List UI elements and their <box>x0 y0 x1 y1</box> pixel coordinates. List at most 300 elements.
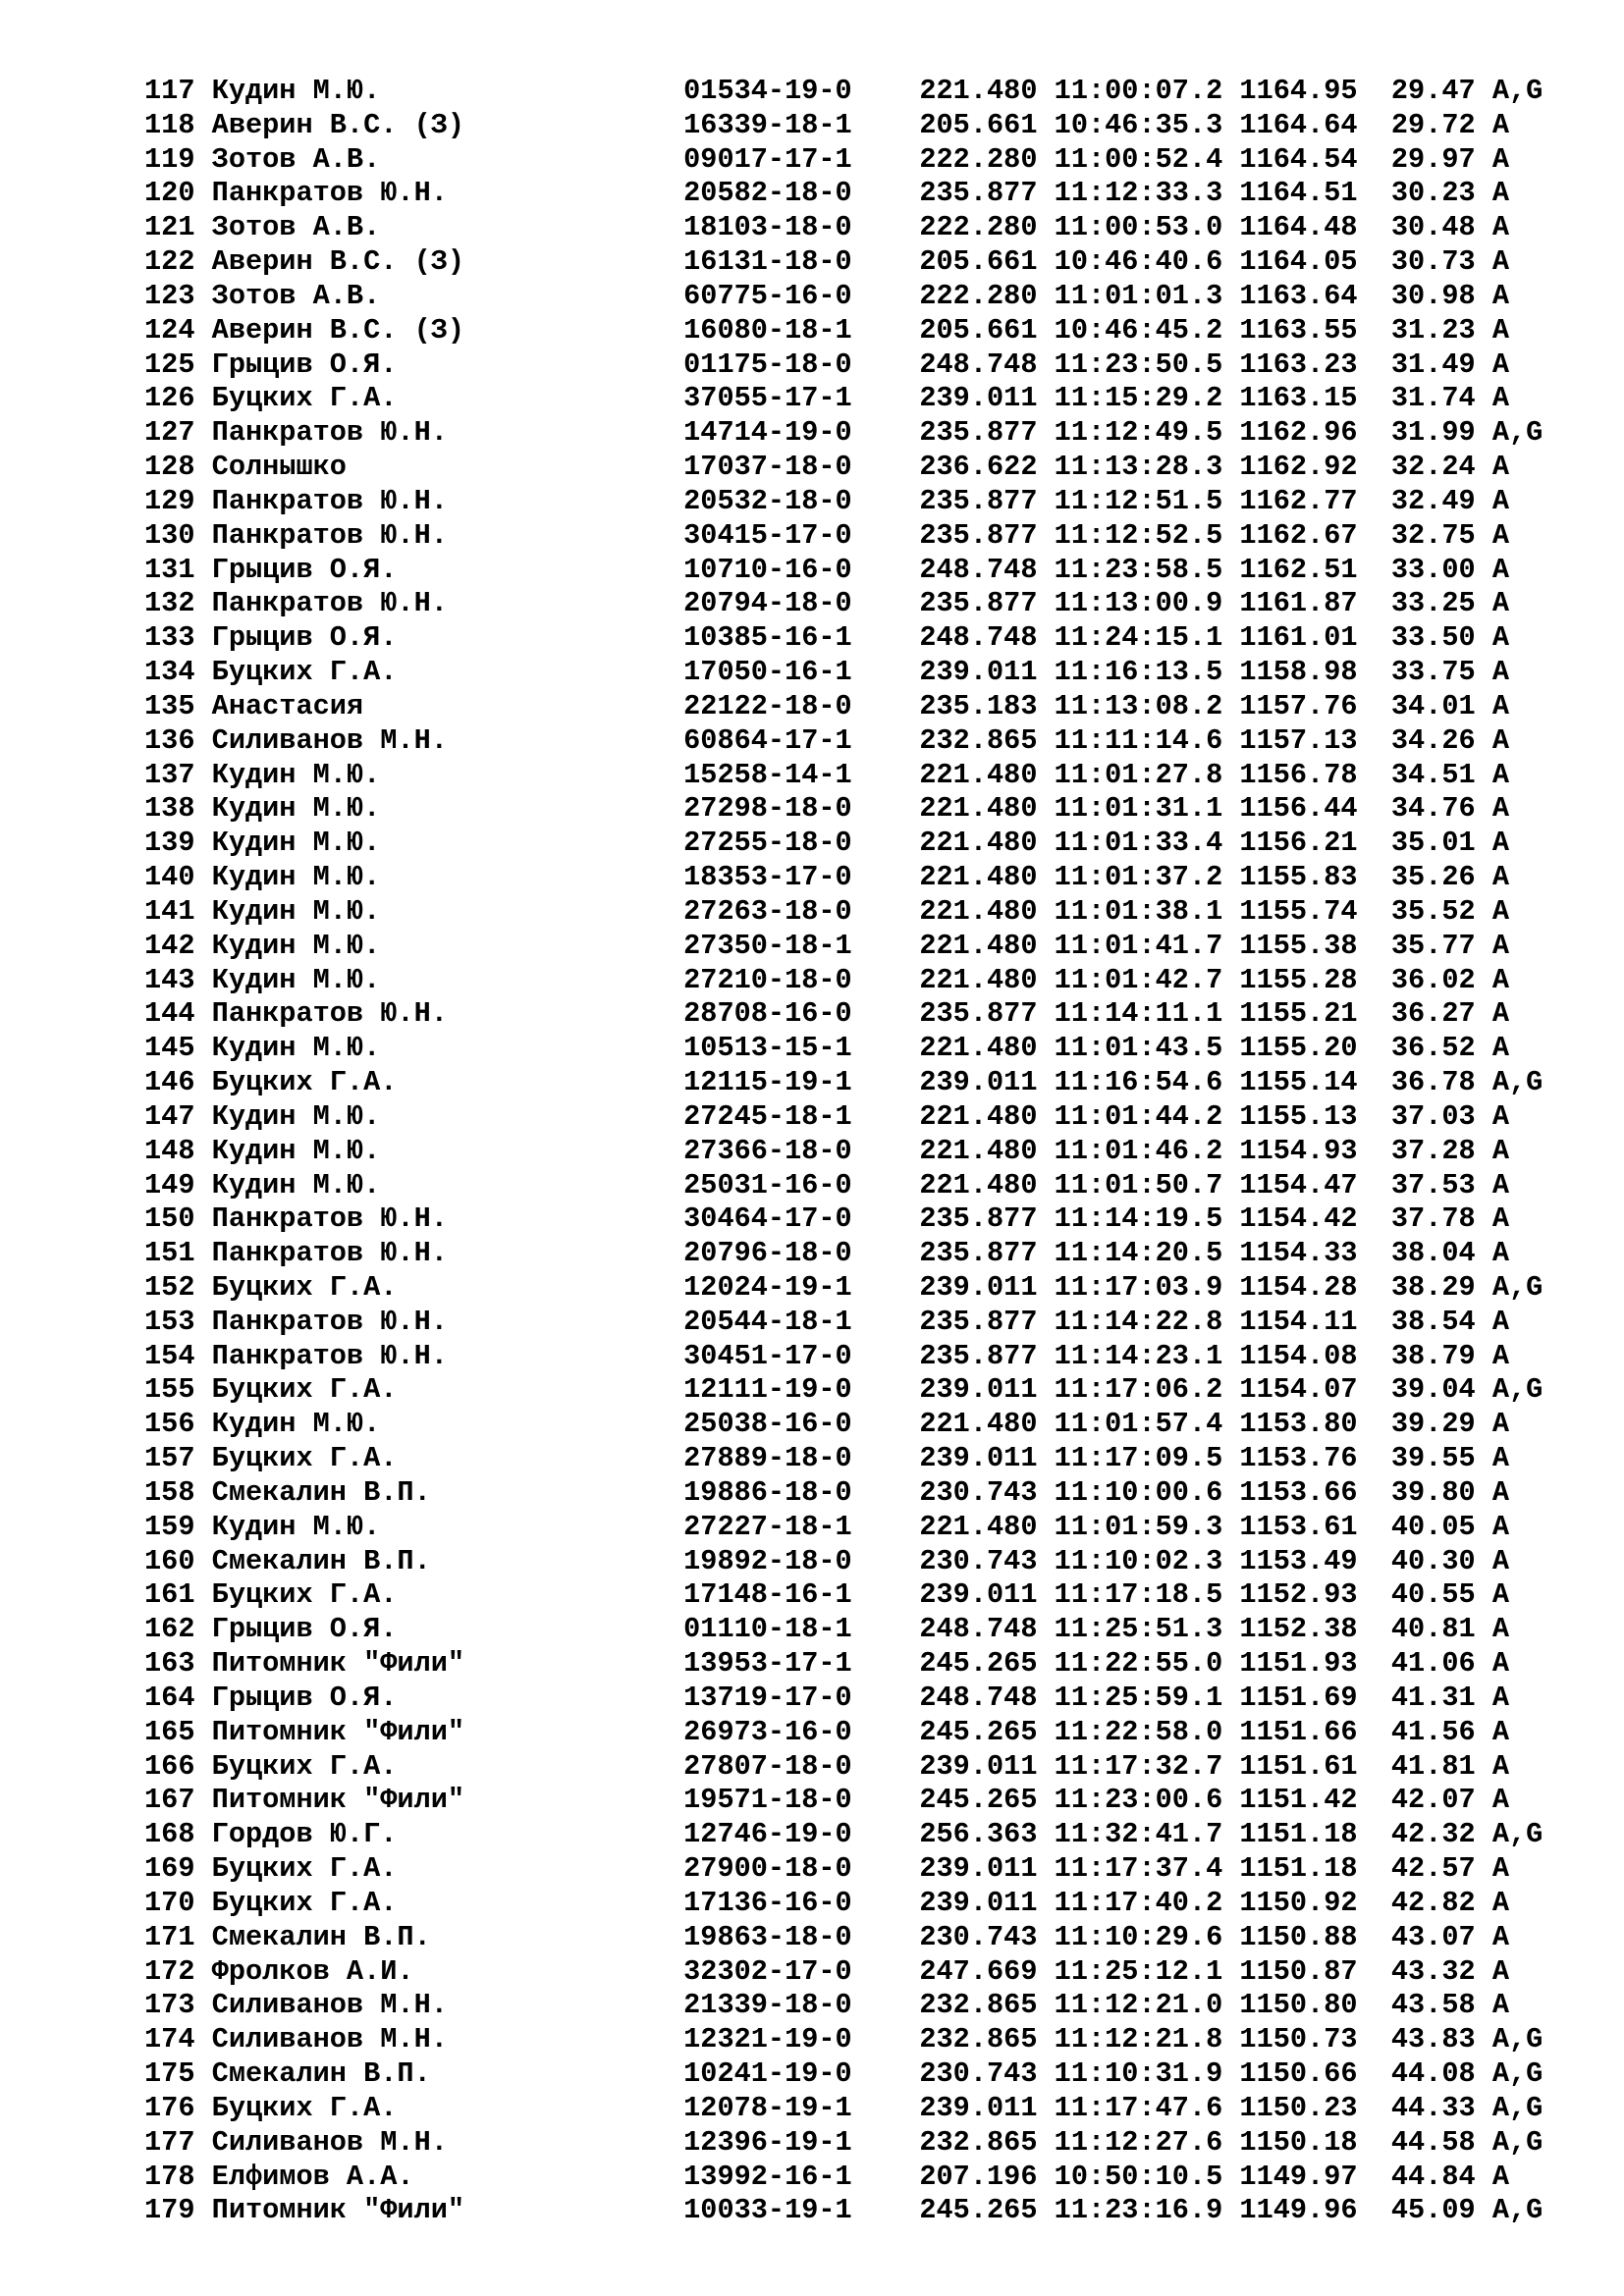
place-number: 127 <box>144 416 195 450</box>
coefficient: 42.82 <box>1390 1886 1476 1919</box>
place-number: 152 <box>144 1270 195 1304</box>
place-number: 143 <box>144 963 195 996</box>
arrival-time: 11:01:50.7 <box>1054 1168 1223 1201</box>
flags: A <box>1491 587 1510 620</box>
arrival-time: 11:17:18.5 <box>1054 1578 1223 1612</box>
result-row <box>144 1100 1543 1135</box>
speed: 1151.61 <box>1239 1749 1358 1783</box>
result-row <box>144 554 1543 588</box>
flags: A <box>1491 142 1510 176</box>
flags: A <box>1491 1032 1510 1065</box>
coefficient: 37.03 <box>1390 1099 1476 1133</box>
distance: 221.480 <box>919 1168 1038 1201</box>
ring-number: 19571-18-0 <box>683 1784 852 1817</box>
speed: 1162.67 <box>1239 518 1358 552</box>
ring-number: 27900-18-0 <box>683 1852 852 1886</box>
flags: A <box>1491 723 1510 757</box>
speed: 1154.07 <box>1239 1373 1358 1407</box>
distance: 221.480 <box>919 758 1038 791</box>
coefficient: 39.55 <box>1390 1442 1476 1475</box>
result-row <box>144 2057 1543 2092</box>
fancier-name: Силиванов М.Н. <box>211 2023 448 2056</box>
result-row <box>144 1135 1543 1169</box>
result-row <box>144 280 1543 314</box>
flags: A,G <box>1491 2125 1543 2159</box>
ring-number: 27210-18-0 <box>683 963 852 996</box>
speed: 1155.74 <box>1239 894 1358 928</box>
flags: A <box>1491 1954 1510 1988</box>
ring-number: 27889-18-0 <box>683 1442 852 1475</box>
flags: A,G <box>1491 2057 1543 2091</box>
ring-number: 19886-18-0 <box>683 1475 852 1509</box>
coefficient: 44.08 <box>1390 2057 1476 2091</box>
distance: 235.877 <box>919 1237 1038 1270</box>
distance: 245.265 <box>919 1784 1038 1817</box>
speed: 1153.49 <box>1239 1544 1358 1577</box>
fancier-name: Буцких Г.А. <box>211 1578 398 1612</box>
fancier-name: Питомник "Фили" <box>211 2194 465 2227</box>
fancier-name: Буцких Г.А. <box>211 382 398 415</box>
place-number: 140 <box>144 861 195 894</box>
distance: 239.011 <box>919 1749 1038 1783</box>
result-row <box>144 1852 1543 1887</box>
coefficient: 44.33 <box>1390 2091 1476 2124</box>
coefficient: 33.00 <box>1390 553 1476 586</box>
coefficient: 33.50 <box>1390 621 1476 655</box>
distance: 207.196 <box>919 2160 1038 2193</box>
arrival-time: 11:25:12.1 <box>1054 1954 1223 1988</box>
ring-number: 10513-15-1 <box>683 1032 852 1065</box>
fancier-name: Зотов А.В. <box>211 211 381 244</box>
arrival-time: 11:01:37.2 <box>1054 861 1223 894</box>
fancier-name: Зотов А.В. <box>211 279 381 312</box>
distance: 245.265 <box>919 1647 1038 1681</box>
flags: A <box>1491 347 1510 381</box>
arrival-time: 11:14:20.5 <box>1054 1237 1223 1270</box>
speed: 1150.92 <box>1239 1886 1358 1919</box>
ring-number: 12321-19-0 <box>683 2023 852 2056</box>
arrival-time: 11:13:28.3 <box>1054 451 1223 484</box>
place-number: 149 <box>144 1168 195 1201</box>
place-number: 164 <box>144 1681 195 1714</box>
result-row <box>144 1032 1543 1066</box>
coefficient: 31.74 <box>1390 382 1476 415</box>
ring-number: 12746-19-0 <box>683 1818 852 1851</box>
result-row <box>144 792 1543 827</box>
fancier-name: Зотов А.В. <box>211 142 381 176</box>
fancier-name: Кудин М.Ю. <box>211 758 381 791</box>
flags: A <box>1491 1099 1510 1133</box>
ring-number: 30415-17-0 <box>683 518 852 552</box>
arrival-time: 11:17:06.2 <box>1054 1373 1223 1407</box>
place-number: 179 <box>144 2194 195 2227</box>
fancier-name: Панкратов Ю.Н. <box>211 416 448 450</box>
result-row <box>144 1887 1543 1921</box>
coefficient: 40.30 <box>1390 1544 1476 1577</box>
arrival-time: 11:10:29.6 <box>1054 1920 1223 1953</box>
arrival-time: 11:17:47.6 <box>1054 2091 1223 2124</box>
speed: 1150.18 <box>1239 2125 1358 2159</box>
fancier-name: Аверин В.С. (З) <box>211 245 465 279</box>
result-row <box>144 1306 1543 1340</box>
flags: A <box>1491 1168 1510 1201</box>
coefficient: 37.78 <box>1390 1202 1476 1236</box>
arrival-time: 11:00:53.0 <box>1054 211 1223 244</box>
ring-number: 17037-18-0 <box>683 451 852 484</box>
coefficient: 32.49 <box>1390 484 1476 517</box>
coefficient: 34.76 <box>1390 792 1476 826</box>
ring-number: 20794-18-0 <box>683 587 852 620</box>
distance: 235.183 <box>919 689 1038 722</box>
speed: 1163.64 <box>1239 279 1358 312</box>
result-row <box>144 1784 1543 1818</box>
distance: 221.480 <box>919 929 1038 962</box>
distance: 248.748 <box>919 621 1038 655</box>
flags: A <box>1491 689 1510 722</box>
ring-number: 13719-17-0 <box>683 1681 852 1714</box>
fancier-name: Кудин М.Ю. <box>211 1510 381 1543</box>
coefficient: 31.49 <box>1390 347 1476 381</box>
coefficient: 44.58 <box>1390 2125 1476 2159</box>
speed: 1157.76 <box>1239 689 1358 722</box>
place-number: 147 <box>144 1099 195 1133</box>
fancier-name: Панкратов Ю.Н. <box>211 1237 448 1270</box>
ring-number: 12024-19-1 <box>683 1270 852 1304</box>
speed: 1150.80 <box>1239 1989 1358 2022</box>
speed: 1164.51 <box>1239 177 1358 210</box>
arrival-time: 10:46:40.6 <box>1054 245 1223 279</box>
place-number: 172 <box>144 1954 195 1988</box>
speed: 1154.93 <box>1239 1134 1358 1167</box>
flags: A <box>1491 963 1510 996</box>
arrival-time: 11:00:07.2 <box>1054 75 1223 107</box>
result-row <box>144 1613 1543 1647</box>
ring-number: 25038-16-0 <box>683 1408 852 1441</box>
result-row <box>144 348 1543 383</box>
arrival-time: 11:12:33.3 <box>1054 177 1223 210</box>
distance: 245.265 <box>919 2194 1038 2227</box>
flags: A <box>1491 827 1510 860</box>
ring-number: 27298-18-0 <box>683 792 852 826</box>
flags: A <box>1491 451 1510 484</box>
place-number: 171 <box>144 1920 195 1953</box>
fancier-name: Грыцив О.Я. <box>211 1613 398 1646</box>
arrival-time: 11:17:37.4 <box>1054 1852 1223 1886</box>
coefficient: 42.57 <box>1390 1852 1476 1886</box>
distance: 235.877 <box>919 484 1038 517</box>
arrival-time: 11:13:08.2 <box>1054 689 1223 722</box>
distance: 230.743 <box>919 1920 1038 1953</box>
result-row <box>144 1545 1543 1579</box>
distance: 236.622 <box>919 451 1038 484</box>
speed: 1151.66 <box>1239 1715 1358 1748</box>
coefficient: 29.72 <box>1390 108 1476 141</box>
arrival-time: 11:01:41.7 <box>1054 929 1223 962</box>
place-number: 155 <box>144 1373 195 1407</box>
ring-number: 01110-18-1 <box>683 1613 852 1646</box>
fancier-name: Кудин М.Ю. <box>211 861 381 894</box>
flags: A <box>1491 1339 1510 1372</box>
ring-number: 60775-16-0 <box>683 279 852 312</box>
fancier-name: Кудин М.Ю. <box>211 929 381 962</box>
fancier-name: Кудин М.Ю. <box>211 963 381 996</box>
ring-number: 16339-18-1 <box>683 108 852 141</box>
fancier-name: Кудин М.Ю. <box>211 1408 381 1441</box>
speed: 1155.83 <box>1239 861 1358 894</box>
flags: A <box>1491 1442 1510 1475</box>
place-number: 141 <box>144 894 195 928</box>
speed: 1162.51 <box>1239 553 1358 586</box>
speed: 1151.42 <box>1239 1784 1358 1817</box>
place-number: 167 <box>144 1784 195 1817</box>
flags: A,G <box>1491 1373 1543 1407</box>
result-row <box>144 416 1543 451</box>
distance: 256.363 <box>919 1818 1038 1851</box>
ring-number: 18103-18-0 <box>683 211 852 244</box>
flags: A <box>1491 1408 1510 1441</box>
ring-number: 30451-17-0 <box>683 1339 852 1372</box>
place-number: 132 <box>144 587 195 620</box>
result-row <box>144 1989 1543 2023</box>
flags: A <box>1491 1647 1510 1681</box>
distance: 232.865 <box>919 1989 1038 2022</box>
place-number: 154 <box>144 1339 195 1372</box>
speed: 1152.38 <box>1239 1613 1358 1646</box>
coefficient: 33.25 <box>1390 587 1476 620</box>
fancier-name: Панкратов Ю.Н. <box>211 997 448 1031</box>
flags: A,G <box>1491 1818 1543 1851</box>
coefficient: 35.52 <box>1390 894 1476 928</box>
place-number: 161 <box>144 1578 195 1612</box>
distance: 235.877 <box>919 416 1038 450</box>
arrival-time: 11:12:21.0 <box>1054 1989 1223 2022</box>
distance: 235.877 <box>919 1339 1038 1372</box>
speed: 1150.23 <box>1239 2091 1358 2124</box>
result-row <box>144 314 1543 348</box>
ring-number: 18353-17-0 <box>683 861 852 894</box>
place-number: 158 <box>144 1475 195 1509</box>
flags: A <box>1491 792 1510 826</box>
fancier-name: Кудин М.Ю. <box>211 792 381 826</box>
speed: 1161.87 <box>1239 587 1358 620</box>
ring-number: 25031-16-0 <box>683 1168 852 1201</box>
ring-number: 09017-17-1 <box>683 142 852 176</box>
arrival-time: 11:22:55.0 <box>1054 1647 1223 1681</box>
coefficient: 34.51 <box>1390 758 1476 791</box>
ring-number: 20796-18-0 <box>683 1237 852 1270</box>
flags: A <box>1491 1510 1510 1543</box>
fancier-name: Буцких Г.А. <box>211 1886 398 1919</box>
distance: 221.480 <box>919 894 1038 928</box>
coefficient: 35.77 <box>1390 929 1476 962</box>
fancier-name: Фролков А.И. <box>211 1954 414 1988</box>
distance: 232.865 <box>919 2023 1038 2056</box>
coefficient: 38.54 <box>1390 1305 1476 1338</box>
flags: A <box>1491 313 1510 347</box>
ring-number: 27807-18-0 <box>683 1749 852 1783</box>
coefficient: 32.24 <box>1390 451 1476 484</box>
fancier-name: Смекалин В.П. <box>211 1544 431 1577</box>
speed: 1154.42 <box>1239 1202 1358 1236</box>
flags: A,G <box>1491 2023 1543 2056</box>
ring-number: 10241-19-0 <box>683 2057 852 2091</box>
flags: A <box>1491 1613 1510 1646</box>
result-row <box>144 245 1543 280</box>
distance: 235.877 <box>919 518 1038 552</box>
coefficient: 45.09 <box>1390 2194 1476 2227</box>
place-number: 151 <box>144 1237 195 1270</box>
place-number: 153 <box>144 1305 195 1338</box>
arrival-time: 11:17:03.9 <box>1054 1270 1223 1304</box>
result-row <box>144 1476 1543 1511</box>
coefficient: 41.81 <box>1390 1749 1476 1783</box>
coefficient: 42.07 <box>1390 1784 1476 1817</box>
distance: 205.661 <box>919 108 1038 141</box>
place-number: 177 <box>144 2125 195 2159</box>
speed: 1164.95 <box>1239 75 1358 107</box>
result-row <box>144 861 1543 895</box>
speed: 1151.18 <box>1239 1818 1358 1851</box>
result-row <box>144 1271 1543 1306</box>
place-number: 134 <box>144 656 195 689</box>
flags: A <box>1491 621 1510 655</box>
distance: 205.661 <box>919 245 1038 279</box>
ring-number: 19892-18-0 <box>683 1544 852 1577</box>
distance: 230.743 <box>919 1544 1038 1577</box>
place-number: 126 <box>144 382 195 415</box>
ring-number: 17050-16-1 <box>683 656 852 689</box>
flags: A <box>1491 1886 1510 1919</box>
result-row <box>144 656 1543 690</box>
flags: A <box>1491 1134 1510 1167</box>
fancier-name: Буцких Г.А. <box>211 2091 398 2124</box>
fancier-name: Силиванов М.Н. <box>211 723 448 757</box>
speed: 1154.11 <box>1239 1305 1358 1338</box>
arrival-time: 11:10:00.6 <box>1054 1475 1223 1509</box>
fancier-name: Панкратов Ю.Н. <box>211 587 448 620</box>
speed: 1155.21 <box>1239 997 1358 1031</box>
ring-number: 17136-16-0 <box>683 1886 852 1919</box>
coefficient: 39.80 <box>1390 1475 1476 1509</box>
speed: 1156.21 <box>1239 827 1358 860</box>
result-row <box>144 587 1543 621</box>
place-number: 142 <box>144 929 195 962</box>
distance: 245.265 <box>919 1715 1038 1748</box>
coefficient: 38.04 <box>1390 1237 1476 1270</box>
ring-number: 20582-18-0 <box>683 177 852 210</box>
coefficient: 37.53 <box>1390 1168 1476 1201</box>
coefficient: 43.83 <box>1390 2023 1476 2056</box>
arrival-time: 11:11:14.6 <box>1054 723 1223 757</box>
ring-number: 13953-17-1 <box>683 1647 852 1681</box>
speed: 1153.76 <box>1239 1442 1358 1475</box>
distance: 239.011 <box>919 1886 1038 1919</box>
result-row <box>144 621 1543 656</box>
place-number: 178 <box>144 2160 195 2193</box>
speed: 1149.97 <box>1239 2160 1358 2193</box>
distance: 248.748 <box>919 1613 1038 1646</box>
place-number: 156 <box>144 1408 195 1441</box>
distance: 239.011 <box>919 1578 1038 1612</box>
flags: A,G <box>1491 1270 1543 1304</box>
ring-number: 12111-19-0 <box>683 1373 852 1407</box>
result-row <box>144 2126 1543 2161</box>
place-number: 118 <box>144 108 195 141</box>
speed: 1155.13 <box>1239 1099 1358 1133</box>
arrival-time: 11:16:54.6 <box>1054 1066 1223 1099</box>
result-row <box>144 1921 1543 1955</box>
distance: 222.280 <box>919 279 1038 312</box>
coefficient: 30.98 <box>1390 279 1476 312</box>
coefficient: 41.31 <box>1390 1681 1476 1714</box>
result-row <box>144 1647 1543 1682</box>
speed: 1164.64 <box>1239 108 1358 141</box>
place-number: 123 <box>144 279 195 312</box>
flags: A <box>1491 1852 1510 1886</box>
coefficient: 44.84 <box>1390 2160 1476 2193</box>
speed: 1155.20 <box>1239 1032 1358 1065</box>
speed: 1164.54 <box>1239 142 1358 176</box>
distance: 230.743 <box>919 2057 1038 2091</box>
speed: 1154.28 <box>1239 1270 1358 1304</box>
flags: A,G <box>1491 2091 1543 2124</box>
fancier-name: Аверин В.С. (З) <box>211 313 465 347</box>
fancier-name: Буцких Г.А. <box>211 1066 398 1099</box>
coefficient: 30.73 <box>1390 245 1476 279</box>
flags: A <box>1491 484 1510 517</box>
coefficient: 30.48 <box>1390 211 1476 244</box>
ring-number: 10033-19-1 <box>683 2194 852 2227</box>
result-row <box>144 1408 1543 1442</box>
place-number: 157 <box>144 1442 195 1475</box>
place-number: 169 <box>144 1852 195 1886</box>
flags: A <box>1491 1784 1510 1817</box>
ring-number: 37055-17-1 <box>683 382 852 415</box>
coefficient: 36.02 <box>1390 963 1476 996</box>
arrival-time: 11:17:32.7 <box>1054 1749 1223 1783</box>
ring-number: 17148-16-1 <box>683 1578 852 1612</box>
place-number: 125 <box>144 347 195 381</box>
arrival-time: 10:46:45.2 <box>1054 313 1223 347</box>
ring-number: 10710-16-0 <box>683 553 852 586</box>
arrival-time: 11:12:21.8 <box>1054 2023 1223 2056</box>
distance: 235.877 <box>919 1305 1038 1338</box>
fancier-name: Питомник "Фили" <box>211 1784 465 1817</box>
coefficient: 41.06 <box>1390 1647 1476 1681</box>
speed: 1150.73 <box>1239 2023 1358 2056</box>
arrival-time: 11:17:40.2 <box>1054 1886 1223 1919</box>
place-number: 144 <box>144 997 195 1031</box>
result-row <box>144 2092 1543 2126</box>
flags: A <box>1491 1544 1510 1577</box>
result-row <box>144 1066 1543 1100</box>
coefficient: 41.56 <box>1390 1715 1476 1748</box>
flags: A <box>1491 1749 1510 1783</box>
distance: 221.480 <box>919 75 1038 107</box>
speed: 1156.44 <box>1239 792 1358 826</box>
flags: A <box>1491 382 1510 415</box>
result-row <box>144 1340 1543 1374</box>
coefficient: 36.27 <box>1390 997 1476 1031</box>
speed: 1163.15 <box>1239 382 1358 415</box>
place-number: 170 <box>144 1886 195 1919</box>
speed: 1163.23 <box>1239 347 1358 381</box>
flags: A <box>1491 1920 1510 1953</box>
arrival-time: 11:01:01.3 <box>1054 279 1223 312</box>
ring-number: 20544-18-1 <box>683 1305 852 1338</box>
distance: 221.480 <box>919 963 1038 996</box>
fancier-name: Кудин М.Ю. <box>211 1032 381 1065</box>
